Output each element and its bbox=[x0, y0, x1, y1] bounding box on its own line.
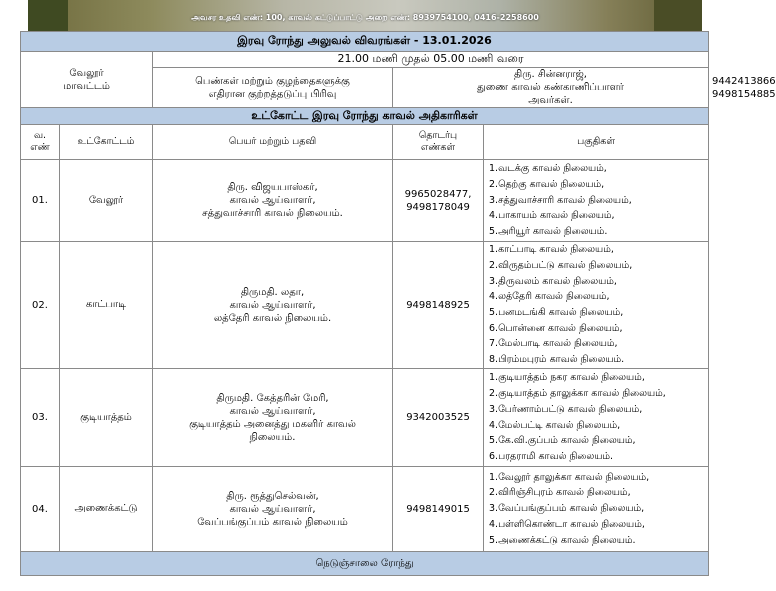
district-label: வேலூர் மாவட்டம் bbox=[21, 52, 153, 108]
table-row: 02. காட்பாடி திருமதி. லதா, காவல் ஆய்வாளர், லத்தேரி காவல் நிலையம். 9498148925 1.காட்பாடி காவல் நிலையம், 2.விருதம்பட்டு காவல் நிலையம், 3.திருவலம் காவல் நிலையம், 4.லத்தேரி காவல் நிலையம், 5.பனமடங்கி காவல் நிலையம், 6.பொன்னை காவல் நிலையம், 7.மேல்பாடி காவல் நிலையம், 8.பிரம்மபுரம் காவல் நிலையம். bbox=[21, 242, 709, 369]
officer-phones: 9498148925 bbox=[393, 242, 484, 369]
section-title: உட்கோட்ட இரவு ரோந்து காவல் அதிகாரிகள் bbox=[21, 108, 709, 125]
officer-phones: 9498149015 bbox=[393, 467, 484, 552]
officer-details: திரு. விஜயபாஸ்கர், காவல் ஆய்வாளர், சத்துவாச்சாரி காவல் நிலையம். bbox=[153, 160, 393, 242]
col-header-name: பெயர் மற்றும் பதவி bbox=[153, 125, 393, 160]
table-row: 04. அணைக்கட்டு திரு. ரூத்துசெல்வன், காவல் ஆய்வாளர், வேப்பங்குப்பம் காவல் நிலையம் 9498149015 1.வேலூர் தாலுக்கா காவல் நிலையம், 2.விரிஞ்சிபுரம் காவல் நிலையம், 3.வேப்பங்குப்பம் காவல் நிலையம், 4.பள்ளிகொண்டா காவல் நிலையம், 5.அணைக்கட்டு காவல் நிலையம். bbox=[21, 467, 709, 552]
officer-details: திருமதி. லதா, காவல் ஆய்வாளர், லத்தேரி காவல் நிலையம். bbox=[153, 242, 393, 369]
station-list: 1.வடக்கு காவல் நிலையம், 2.தெற்கு காவல் நிலையம், 3.சத்துவாச்சாரி காவல் நிலையம், 4.பாகாயம் காவல் நிலையம், 5.அரியூர் காவல் நிலையம். bbox=[484, 160, 709, 242]
highway-patrol-title: நெடுஞ்சாலை ரோந்து bbox=[21, 552, 709, 576]
col-header-sno: வ. எண் bbox=[21, 125, 60, 160]
emergency-numbers: அவசர உதவி எண்: 100, காவல் கட்டுப்பாட்டு அறை எண்: 8939754100, 0416-2258600 bbox=[191, 13, 539, 22]
header-banner bbox=[28, 0, 702, 31]
col-header-contact: தொடர்பு எண்கள் bbox=[393, 125, 484, 160]
time-range: 21.00 மணி முதல் 05.00 மணி வரை bbox=[153, 52, 709, 68]
report-title: இரவு ரோந்து அலுவல் விவரங்கள் - 13.01.2026 bbox=[21, 32, 709, 52]
division-name: பெண்கள் மற்றும் குழந்தைகளுக்கு எதிரான குற்றத்தடுப்பு பிரிவு bbox=[153, 68, 393, 108]
supervisor-name: திரு. சின்னராஜ், துணை காவல் கண்காணிப்பாளர் அவர்கள். bbox=[393, 68, 709, 108]
table-row: 03. குடியாத்தம் திருமதி. கேத்தரின் மேரி, காவல் ஆய்வாளர், குடியாத்தம் அனைத்து மகளிர் காவல் நிலையம். 9342003525 1.குடியாத்தம் நகர காவல் நிலையம், 2.குடியாத்தம் தாலுக்கா காவல் நிலையம், 3.பேர்ணாம்பட்டு காவல் நிலையம், 4.மேல்பட்டி காவல் நிலையம், 5.கே.வி.குப்பம் காவல் நிலையம், 6.பரதராமி காவல் நிலையம். bbox=[21, 369, 709, 467]
station-list: 1.வேலூர் தாலுக்கா காவல் நிலையம், 2.விரிஞ்சிபுரம் காவல் நிலையம், 3.வேப்பங்குப்பம் காவல் நிலையம், 4.பள்ளிகொண்டா காவல் நிலையம், 5.அணைக்கட்டு காவல் நிலையம். bbox=[484, 467, 709, 552]
station-list: 1.காட்பாடி காவல் நிலையம், 2.விருதம்பட்டு காவல் நிலையம், 3.திருவலம் காவல் நிலையம், 4.லத்தேரி காவல் நிலையம், 5.பனமடங்கி காவல் நிலையம், 6.பொன்னை காவல் நிலையம், 7.மேல்பாடி காவல் நிலையம், 8.பிரம்மபுரம் காவல் நிலையம். bbox=[484, 242, 709, 369]
station-list: 1.குடியாத்தம் நகர காவல் நிலையம், 2.குடியாத்தம் தாலுக்கா காவல் நிலையம், 3.பேர்ணாம்பட்டு காவல் நிலையம், 4.மேல்பட்டி காவல் நிலையம், 5.கே.வி.குப்பம் காவல் நிலையம், 6.பரதராமி காவல் நிலையம். bbox=[484, 369, 709, 467]
table-row: 01. வேலூர் திரு. விஜயபாஸ்கர், காவல் ஆய்வாளர், சத்துவாச்சாரி காவல் நிலையம். 9965028477, 9498178049 1.வடக்கு காவல் நிலையம், 2.தெற்கு காவல் நிலையம், 3.சத்துவாச்சாரி காவல் நிலையம், 4.பாகாயம் காவல் நிலையம், 5.அரியூர் காவல் நிலையம். bbox=[21, 160, 709, 242]
officer-details: திரு. ரூத்துசெல்வன், காவல் ஆய்வாளர், வேப்பங்குப்பம் காவல் நிலையம் bbox=[153, 467, 393, 552]
officer-phones: 9342003525 bbox=[393, 369, 484, 467]
col-header-subdivision: உட்கோட்டம் bbox=[60, 125, 153, 160]
col-header-areas: பகுதிகள் bbox=[484, 125, 709, 160]
patrol-table: இரவு ரோந்து அலுவல் விவரங்கள் - 13.01.2026 வேலூர் மாவட்டம் 21.00 மணி முதல் 05.00 மணி வரை பெண்கள் மற்றும் குழந்தைகளுக்கு எதிரான குற்றத்தடுப்பு பிரிவு திரு. சின்னராஜ், துணை காவல் கண்காணிப்பாளர் அவர்கள். 9442413866 9498154885 உட்கோட்ட இரவு ரோந்து காவல் அதிகாரிகள் வ. எண் உட்கோட்டம் பெயர் மற்றும் பதவி தொடர்பு எண்கள் பகுதிகள் 01. வேலூர் திரு. விஜயபாஸ்கர், காவல் ஆய்வாளர், சத்துவாச்சாரி காவல் நிலையம். 9965028477, 9498178049 1.வடக்கு காவல் நிலையம், 2.தெற்கு காவல் நிலையம், 3.சத்துவாச்சாரி காவல் நிலையம், 4.பாகாயம் காவல் நிலையம், 5.அரியூர் காவல் நிலையம். 02. காட்பாடி திருமதி. லதா, காவல் ஆய்வாளர், லத்தேரி காவல் நிலையம். 9498148925 1.காட்பாடி காவல் நிலையம், 2.விருதம்பட்டு காவல் நிலையம், 3.திருவலம் காவல் நிலையம், 4.லத்தேரி காவல் நிலையம், 5.பனமடங்கி காவல் நிலையம், 6.பொன்னை காவல் நிலையம், 7.மேல்பாடி காவல் நிலையம், 8.பிரம்மபுரம் காவல் நிலையம். 03. குடியாத்தம் திருமதி. கேத்தரின் மேரி, காவல் ஆய்வாளர், குடியாத்தம் அனைத்து மகளிர் காவல் நிலையம். 9342003525 1.குடியாத்தம் நகர காவல் நிலையம், 2.குடியாத்தம் தாலுக்கா காவல் நிலையம், 3.பேர்ணாம்பட்டு காவல் நிலையம், 4.மேல்பட்டி காவல் நிலையம், 5.கே.வி.குப்பம் காவல் நிலையம், 6.பரதராமி காவல் நிலையம். 04. அணைக்கட்டு திரு. ரூத்துசெல்வன், காவல் ஆய்வாளர், வேப்பங்குப்பம் காவல் நிலையம் 9498149015 1.வேலூர் தாலுக்கா காவல் நிலையம், 2.விரிஞ்சிபுரம் காவல் நிலையம், 3.வேப்பங்குப்பம் காவல் நிலையம், 4.பள்ளிகொண்டா காவல் நிலையம், 5.அணைக்கட்டு காவல் நிலையம். நெடுஞ்சாலை ரோந்து bbox=[20, 31, 709, 576]
officer-phones: 9965028477, 9498178049 bbox=[393, 160, 484, 242]
officer-details: திருமதி. கேத்தரின் மேரி, காவல் ஆய்வாளர், குடியாத்தம் அனைத்து மகளிர் காவல் நிலையம். bbox=[153, 369, 393, 467]
